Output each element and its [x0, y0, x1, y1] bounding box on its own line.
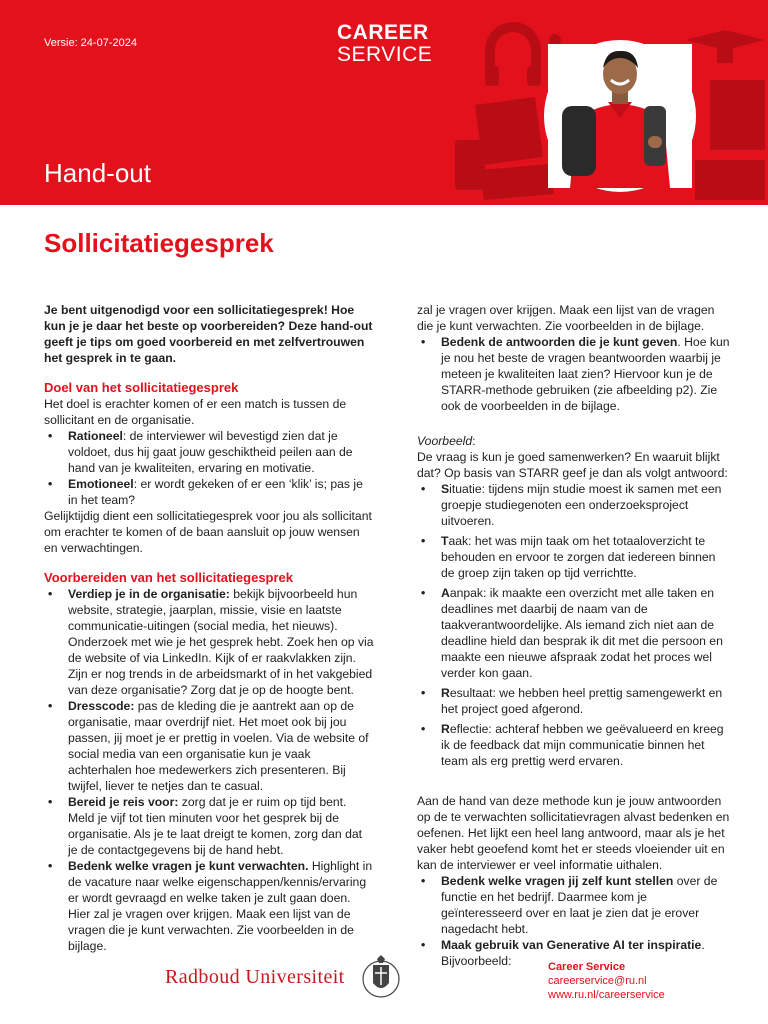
voorbereiden-list — [44, 586, 374, 953]
list-item: • Bedenk welke vragen je kunt verwachten. Highlight in de vacature naar welke eigenschappen/kennis/ervaring er wordt gevraagd en welke taken je zult gaan doen. Hier zal je vragen over krijgen. Maak een lijst van de vragen die je kunt verwachten. Zie voorbeelden in de bijlage. — [44, 858, 374, 906]
doel-list — [44, 428, 374, 508]
page-title: Sollicitatiegesprek — [44, 228, 274, 258]
list-item: • Rationeel: de interviewer wil bevestigd zien dat je voldoet, dus hij gaat jouw geschiktheid peilen aan de hand van je kwaliteiten, ervaring en motivatie. — [44, 428, 374, 476]
right-column — [417, 302, 730, 969]
voorbeeld-label: Voorbeeld: — [417, 434, 476, 448]
starr-aanpak: • Aanpak: ik maakte een overzicht met alle taken en deadlines met daarbij de naam van de taakverantwoordelijke. Als iemand zich niet aan de deadline hield dan besprak ik dit met die persoon en maakte een nieuwe afspraak zodat het proces wel verder kon gaan. — [417, 585, 730, 681]
extra-list — [417, 873, 730, 969]
starr-reflectie: • Reflectie: achteraf hebben we geëvalueerd en kreeg ik de feedback dat mijn communicatie binnen het team als erg prettig werd ervaren. — [417, 721, 730, 769]
list-item: • Bedenk welke vragen jij zelf kunt stellen over de functie en het bedrijf. Daarmee kom je geïnteresseerd over en laat je zien dat je erover nagedacht hebt. — [417, 873, 730, 937]
intro-text: Je bent uitgenodigd voor een sollicitatiegesprek! Hoe kun je je daar het beste op voorbereiden? Deze hand-out geeft je tips om goed voorbereid en met zelfvertrouwen het gesprek in te gaan. — [44, 303, 373, 365]
list-item: • Emotioneel: er wordt gekeken of er een ‘klik’ is; pas je in het team? — [44, 476, 374, 508]
starr-after-text: Aan de hand van deze methode kun je jouw antwoorden op de te verwachten sollicitatievragen alvast bedenken en oefenen. Het lijkt een heel lang antwoord, maar als je het vaker hebt geoefend komt het er steeds vloeiender uit en kan de interviewer er veel informatie uithalen. — [417, 794, 730, 872]
voorbeeld-question: De vraag is kun je goed samenwerken? En waaruit blijkt dat? Op basis van STARR geef je dan als volgt antwoord: — [417, 450, 728, 480]
brand-line2: SERVICE — [337, 43, 433, 66]
starr-list — [417, 481, 730, 769]
list-item: • Bedenk de antwoorden die je kunt geven. Hoe kun je nou het beste de vragen beantwoorden waarbij je meteen je kwaliteiten laat zien? Hiervoor kun je de STARR-methode gebruiken (zie afbeelding p2). Zie ook de voorbeelden in de bijlage. — [417, 334, 730, 414]
list-item: • Bereid je reis voor: zorg dat je er ruim op tijd bent. Meld je vijf tot tien minuten voor het gesprek bij de organisatie. Als je te laat dreigt te komen, zorg dan dat je de contactgegevens bij de hand hebt. — [44, 794, 374, 858]
university-crest-icon — [361, 951, 401, 1007]
continued-text: zal je vragen over krijgen. Maak een lijst van de vragen die je kunt verwachten. Zie voorbeelden in de bijlage. — [417, 303, 715, 333]
section-heading-voorbereiden: Voorbereiden van het sollicitatiegesprek — [44, 570, 294, 585]
list-item: • Maak gebruik van Generative AI ter inspiratie. Bijvoorbeeld: — [417, 937, 730, 969]
starr-taak: • Taak: het was mijn taak om het totaaloverzicht te behouden en ervoor te zorgen dat iedereen binnen de groep zijn taken op tijd verrichtte. — [417, 533, 730, 581]
doel-text: Het doel is erachter komen of er een match is tussen de sollicitant en de organisatie. — [44, 397, 347, 427]
career-service-logo — [337, 22, 432, 65]
list-item: • Dresscode: pas de kleding die je aantrekt aan op de organisatie, maar overdrijf niet. Het moet ook bij jou passen, jij moet je er prettig in voelen. Via de website of social media van een organisatie kun je vaak achterhalen hoe medewerkers zich presenteren. Bij twijfel, liever te netjes dan te casual. — [44, 698, 374, 794]
radboud-logo-text: Radboud Universiteit — [165, 966, 345, 988]
contact-title: Career Service — [548, 961, 626, 973]
section-heading-doel: Doel van het sollicitatiegesprek — [44, 380, 239, 395]
antwoorden-list — [417, 334, 730, 414]
student-illustration — [548, 44, 692, 188]
starr-situatie: • Situatie: tijdens mijn studie moest ik samen met een groepje studiegenoten een onderzoeksproject uitvoeren. — [417, 481, 730, 529]
contact-block — [548, 960, 665, 1002]
doel-after-text: Gelijktijdig dient een sollicitatiegesprek voor jou als sollicitant om erachter te komen of de baan aansluit op jouw wensen en verwachtingen. — [44, 509, 372, 555]
brand-line1: CAREER — [337, 21, 429, 44]
contact-email-link[interactable]: careerservice@ru.nl — [548, 975, 647, 987]
starr-resultaat: • Resultaat: we hebben heel prettig samengewerkt en het project goed afgerond. — [417, 685, 730, 717]
contact-website-link[interactable]: www.ru.nl/careerservice — [548, 989, 665, 1001]
list-item: • Verdiep je in de organisatie: bekijk bijvoorbeeld hun website, strategie, jaarplan, missie, visie en laatste communicatie-uitingen (social media, het nieuws). Onderzoek met wie je het gesprek hebt. Zoek hen op via de website of via LinkedIn. Kijk of er raakvlakken zijn. Zijn er nog trends in de arbeidsmarkt of in het vakgebied van deze organisatie? Zorg dat je op de hoogte bent. — [44, 586, 374, 698]
left-column — [44, 302, 374, 953]
version-date: Versie: 24-07-2024 — [44, 37, 137, 49]
handout-label: Hand-out — [44, 158, 151, 188]
student-photo — [544, 40, 696, 192]
